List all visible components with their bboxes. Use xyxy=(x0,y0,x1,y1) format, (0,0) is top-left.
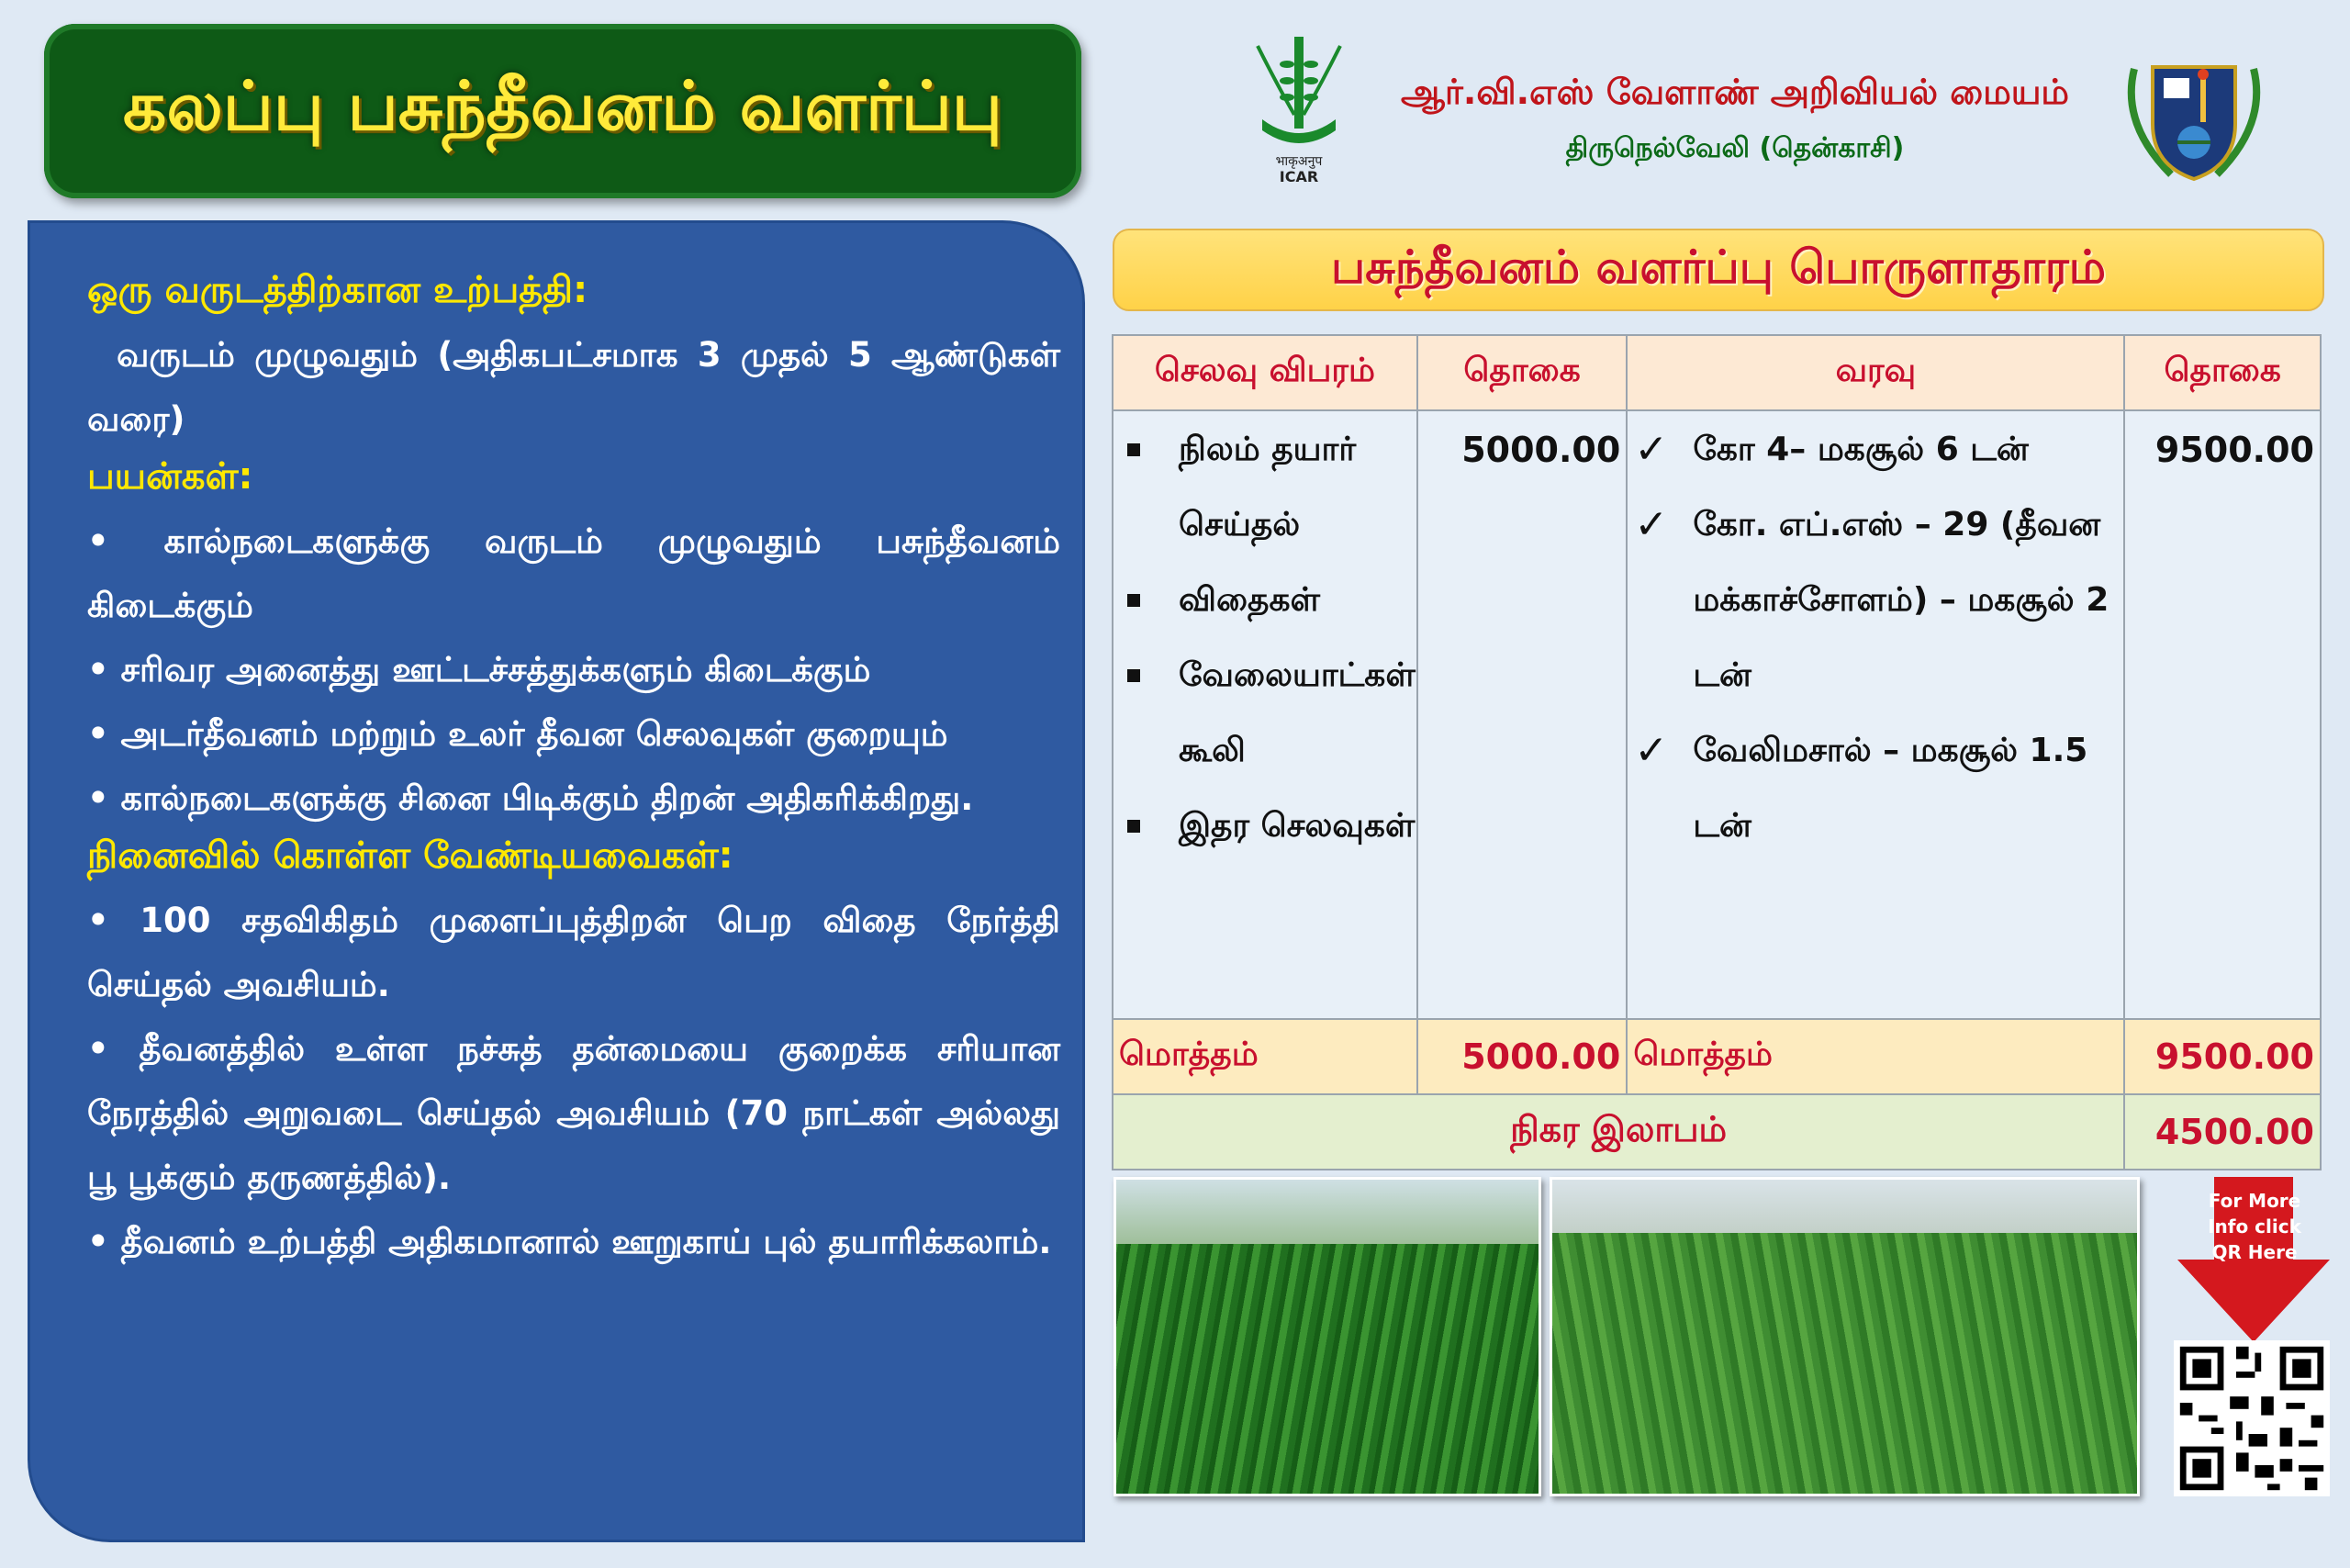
benefit-item: • அடர்தீவனம் மற்றும் உலர் தீவன செலவுகள் குறையும் xyxy=(87,702,1060,767)
expense-amount: 5000.00 xyxy=(1417,410,1628,1019)
icar-caption-1: भाकृअनुप xyxy=(1275,154,1323,169)
table-row xyxy=(1113,410,2321,1019)
qr-prompt-label: For More Info click QR Here xyxy=(2208,1190,2301,1263)
production-heading: ஒரு வருடத்திற்கான உற்பத்தி: xyxy=(87,269,588,311)
remember-heading: நினைவில் கொள்ள வேண்டியவைகள்: xyxy=(87,834,733,877)
benefit-item: • சரிவர அனைத்து ஊட்டச்சத்துக்களும் கிடைக்கும் xyxy=(87,638,1060,702)
qr-code[interactable] xyxy=(2174,1340,2330,1496)
income-item: ✓ வேலிமசால் – மகசூல் 1.5 டன் xyxy=(1628,713,2122,864)
total-income-value: 9500.00 xyxy=(2124,1019,2321,1094)
income-cell xyxy=(1627,410,2124,1019)
kvk-emblem-logo xyxy=(2116,50,2272,188)
total-expense-value: 5000.00 xyxy=(1417,1019,1628,1094)
header-income: வரவு xyxy=(1627,335,2124,410)
benefit-item: • கால்நடைகளுக்கு வருடம் முழுவதும் பசுந்தீவனம் கிடைக்கும் xyxy=(87,510,1060,638)
org-place: திருநெல்வேலி (தென்காசி) xyxy=(1565,132,1905,164)
income-item: ✓ கோ. எப்.எஸ் – 29 (தீவன மக்காச்சோளம்) – மகசூல் 2 டன் xyxy=(1628,487,2122,713)
header-expense-details: செலவு விபரம் xyxy=(1113,335,1417,410)
page-title: கலப்பு பசுந்தீவனம் வளர்ப்பு xyxy=(123,67,1002,146)
net-profit-value: 4500.00 xyxy=(2124,1094,2321,1170)
expense-item: நிலம் தயார் செய்தல் xyxy=(1114,412,1416,563)
expense-item: வேலையாட்கள் கூலி xyxy=(1114,638,1416,789)
net-profit-label: நிகர இலாபம் xyxy=(1113,1094,2124,1170)
total-expense-label: மொத்தம் xyxy=(1113,1019,1417,1094)
fodder-crop-photo-closeup xyxy=(1113,1177,1541,1496)
remember-item: • தீவனத்தில் உள்ள நச்சுத் தன்மையை குறைக்க சரியான நேரத்தில் அறுவடை செய்தல் அவசியம் (70 நாட்கள் அல்லது பூ பூக்கும் தருணத்தில்). xyxy=(87,1017,1060,1210)
benefit-item: • கால்நடைகளுக்கு சினை பிடிக்கும் திறன் அதிகரிக்கிறது. xyxy=(87,767,1060,831)
header-expense-amount: தொகை xyxy=(1417,335,1628,410)
info-panel xyxy=(28,220,1085,1542)
org-name: ஆர்.வி.எஸ் வேளாண் அறிவியல் மையம் xyxy=(1401,72,2069,112)
economics-title: பசுந்தீவனம் வளர்ப்பு பொருளாதாரம் xyxy=(1113,229,2324,311)
income-item: ✓ கோ 4– மகசூல் 6 டன் xyxy=(1628,412,2122,487)
expense-cell xyxy=(1113,410,1417,1019)
expense-item: இதர செலவுகள் xyxy=(1114,789,1416,864)
economics-table xyxy=(1112,334,2322,1170)
production-text: வருடம் முழுவதும் (அதிகபட்சமாக 3 முதல் 5 ஆண்டுகள் வரை) xyxy=(87,335,1060,439)
profit-row xyxy=(1113,1094,2321,1170)
fodder-field-photo xyxy=(1550,1177,2140,1496)
icar-caption-2: ICAR xyxy=(1279,168,1319,184)
total-income-label: மொத்தம் xyxy=(1627,1019,2124,1094)
table-header-row xyxy=(1113,335,2321,410)
income-amount: 9500.00 xyxy=(2124,410,2321,1019)
remember-item: • தீவனம் உற்பத்தி அதிகமானால் ஊறுகாய் புல் தயாரிக்கலாம். xyxy=(87,1210,1060,1274)
total-row xyxy=(1113,1019,2321,1094)
benefits-heading: பயன்கள்: xyxy=(87,455,253,498)
remember-item: • 100 சதவிகிதம் முளைப்புத்திறன் பெற விதை நேர்த்தி செய்தல் அவசியம். xyxy=(87,889,1060,1017)
title-banner xyxy=(44,24,1081,198)
header-income-amount: தொகை xyxy=(2124,335,2321,410)
icar-logo xyxy=(1239,28,1359,184)
expense-item: விதைகள் xyxy=(1114,563,1416,638)
